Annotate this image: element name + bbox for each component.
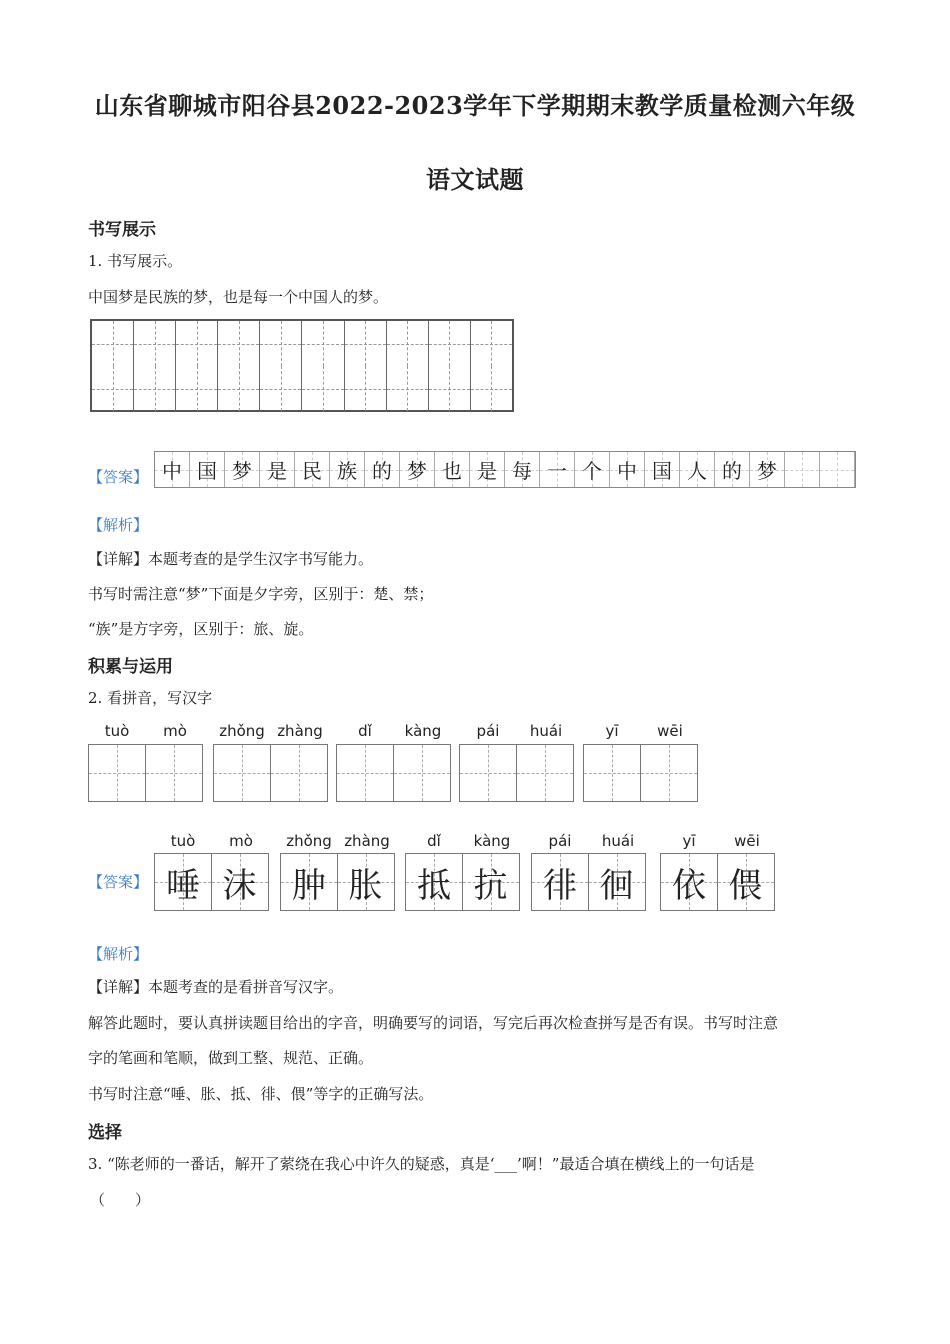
pinyin-char-box	[717, 853, 775, 911]
pinyin-word-group	[459, 744, 572, 802]
answer-char-cell	[435, 452, 470, 487]
q1-answer-tag: 【答案】	[88, 468, 149, 486]
q2-label: 2. 看拼音，写汉字	[88, 689, 213, 707]
doc-title-line2: 语文试题	[426, 165, 524, 194]
pinyin-label: huái	[529, 722, 563, 740]
pinyin-char-box	[280, 853, 338, 911]
answer-hanzi: 胀	[348, 865, 383, 906]
q1-detail: 【详解】本题考查的是学生汉字书写能力。	[88, 550, 374, 568]
answer-hanzi: 抗	[473, 865, 508, 906]
answer-char-cell	[330, 452, 365, 487]
pinyin-word-group	[154, 853, 267, 911]
q3-paren: （ ）	[90, 1191, 151, 1209]
answer-char-cell	[610, 452, 645, 487]
answer-char: 的	[722, 459, 742, 483]
pinyin-label: zhǒng	[286, 832, 332, 850]
writing-cell	[218, 321, 260, 366]
q2-explain2: 字的笔画和笔顺，做到工整、规范、正确。	[88, 1049, 374, 1067]
answer-char-cell	[750, 452, 785, 487]
pinyin-word-group	[336, 744, 449, 802]
writing-cell	[92, 366, 134, 411]
writing-cell	[387, 321, 429, 366]
pinyin-word-group	[405, 853, 518, 911]
q1-analysis-tag: 【解析】	[88, 516, 149, 534]
pinyin-label: zhàng	[277, 722, 323, 740]
q3-text: 3. “陈老师的一番话，解开了萦绕在我心中许久的疑惑，真是‘___’啊！”最适合填在横线上的一句话是	[88, 1155, 755, 1173]
answer-hanzi: 唾	[166, 865, 200, 906]
writing-cell	[429, 366, 471, 411]
writing-cell	[260, 321, 302, 366]
q2-explain3: 书写时注意“唾、胀、抵、徘、偎”等字的正确写法。	[88, 1085, 434, 1103]
answer-char: 也	[442, 459, 462, 483]
q2-detail: 【详解】本题考查的是看拼音写汉字。	[88, 978, 344, 996]
writing-grid	[90, 319, 514, 412]
pinyin-label: tuò	[170, 832, 196, 850]
writing-cell	[471, 321, 512, 366]
writing-cell	[260, 366, 302, 411]
answer-char-cell	[575, 452, 610, 487]
section-heading-writing: 书写展示	[88, 220, 156, 240]
q1-note2: “族”是方字旁，区别于：旅、旋。	[88, 620, 314, 638]
answer-char: 个	[582, 459, 602, 483]
pinyin-label: mò	[163, 722, 187, 740]
pinyin-char-box	[516, 744, 574, 802]
answer-char-cell	[645, 452, 680, 487]
pinyin-label: pái	[548, 832, 572, 850]
pinyin-char-box	[660, 853, 718, 911]
answer-char: 是	[477, 459, 497, 483]
writing-cell	[429, 321, 471, 366]
writing-cell	[471, 366, 512, 411]
pinyin-char-box	[336, 744, 394, 802]
pinyin-char-box	[270, 744, 328, 802]
q1-prompt: 中国梦是民族的梦，也是每一个中国人的梦。	[88, 288, 389, 306]
answer-char-cell	[365, 452, 400, 487]
q2-explain1: 解答此题时，要认真拼读题目给出的字音，明确要写的词语，写完后再次检查拼写是否有误。书写时注意	[88, 1014, 779, 1032]
pinyin-char-box	[145, 744, 203, 802]
writing-cell	[134, 366, 176, 411]
pinyin-word-group	[660, 853, 773, 911]
pinyin-word-group	[88, 744, 201, 802]
answer-hanzi: 徊	[599, 865, 634, 906]
pinyin-char-box	[640, 744, 698, 802]
pinyin-word-group	[583, 744, 696, 802]
pinyin-label: pái	[476, 722, 500, 740]
pinyin-char-box	[88, 744, 146, 802]
answer-char-cell	[260, 452, 295, 487]
pinyin-label: tuò	[104, 722, 130, 740]
answer-hanzi: 沫	[222, 865, 257, 906]
answer-char-cell	[155, 452, 190, 487]
pinyin-char-box	[393, 744, 451, 802]
answer-char-cell	[470, 452, 505, 487]
pinyin-char-box	[213, 744, 271, 802]
answer-char-cell	[785, 452, 820, 487]
pinyin-label: mò	[229, 832, 253, 850]
writing-cell	[302, 321, 344, 366]
pinyin-char-box	[405, 853, 463, 911]
pinyin-char-box	[154, 853, 212, 911]
writing-cell	[176, 321, 218, 366]
answer-char-cell	[400, 452, 435, 487]
answer-char: 梦	[757, 459, 777, 483]
answer-char-cell	[190, 452, 225, 487]
answer-char: 民	[302, 459, 322, 483]
answer-char-cell	[680, 452, 715, 487]
answer-hanzi: 偎	[728, 865, 763, 906]
pinyin-label: dǐ	[427, 832, 441, 850]
answer-char-cell	[225, 452, 260, 487]
q1-answer-strip	[154, 451, 856, 488]
pinyin-word-group	[280, 853, 393, 911]
answer-char: 是	[267, 459, 287, 483]
q2-analysis-tag: 【解析】	[88, 945, 149, 963]
answer-hanzi: 徘	[543, 865, 577, 906]
pinyin-char-box	[531, 853, 589, 911]
answer-char: 一	[547, 459, 567, 483]
answer-char-cell	[820, 452, 855, 487]
answer-char-cell	[715, 452, 750, 487]
answer-char: 国	[197, 459, 217, 483]
answer-char: 梦	[407, 459, 427, 483]
answer-char: 中	[162, 459, 182, 483]
answer-char-cell	[295, 452, 330, 487]
q1-label: 1. 书写展示。	[88, 252, 183, 270]
answer-hanzi: 抵	[417, 865, 451, 906]
writing-cell	[302, 366, 344, 411]
answer-char: 人	[687, 459, 707, 483]
writing-cell	[387, 366, 429, 411]
writing-cell	[345, 321, 387, 366]
answer-char: 梦	[232, 459, 252, 483]
answer-hanzi: 肿	[292, 865, 326, 906]
pinyin-label: wēi	[734, 832, 760, 850]
answer-char: 国	[652, 459, 672, 483]
answer-char-cell	[540, 452, 575, 487]
pinyin-label: zhàng	[344, 832, 390, 850]
pinyin-label: yī	[682, 832, 696, 850]
pinyin-char-box	[459, 744, 517, 802]
pinyin-char-box	[462, 853, 520, 911]
pinyin-label: kàng	[473, 832, 511, 850]
section-heading-choice: 选择	[88, 1123, 122, 1143]
pinyin-label: kàng	[404, 722, 442, 740]
answer-char-cell	[505, 452, 540, 487]
pinyin-word-group	[531, 853, 644, 911]
pinyin-label: yī	[605, 722, 619, 740]
pinyin-char-box	[583, 744, 641, 802]
writing-cell	[176, 366, 218, 411]
doc-title-line1: 山东省聊城市阳谷县2022-2023学年下学期期末教学质量检测六年级	[94, 91, 856, 120]
pinyin-char-box	[337, 853, 395, 911]
q2-answer-tag: 【答案】	[88, 873, 149, 891]
answer-hanzi: 依	[672, 865, 706, 906]
writing-cell	[345, 366, 387, 411]
pinyin-char-box	[211, 853, 269, 911]
q1-note1: 书写时需注意“梦”下面是夕字旁，区别于：楚、禁；	[88, 585, 434, 603]
pinyin-word-group	[213, 744, 326, 802]
answer-char: 中	[617, 459, 637, 483]
answer-char: 的	[372, 459, 392, 483]
writing-cell	[218, 366, 260, 411]
pinyin-label: zhǒng	[219, 722, 265, 740]
pinyin-label: wēi	[657, 722, 683, 740]
answer-char: 族	[337, 459, 357, 483]
writing-cell	[92, 321, 134, 366]
pinyin-label: huái	[601, 832, 635, 850]
section-heading-accumulation: 积累与运用	[88, 657, 173, 677]
pinyin-label: dǐ	[358, 722, 372, 740]
writing-cell	[134, 321, 176, 366]
answer-char: 每	[512, 459, 532, 483]
pinyin-char-box	[588, 853, 646, 911]
